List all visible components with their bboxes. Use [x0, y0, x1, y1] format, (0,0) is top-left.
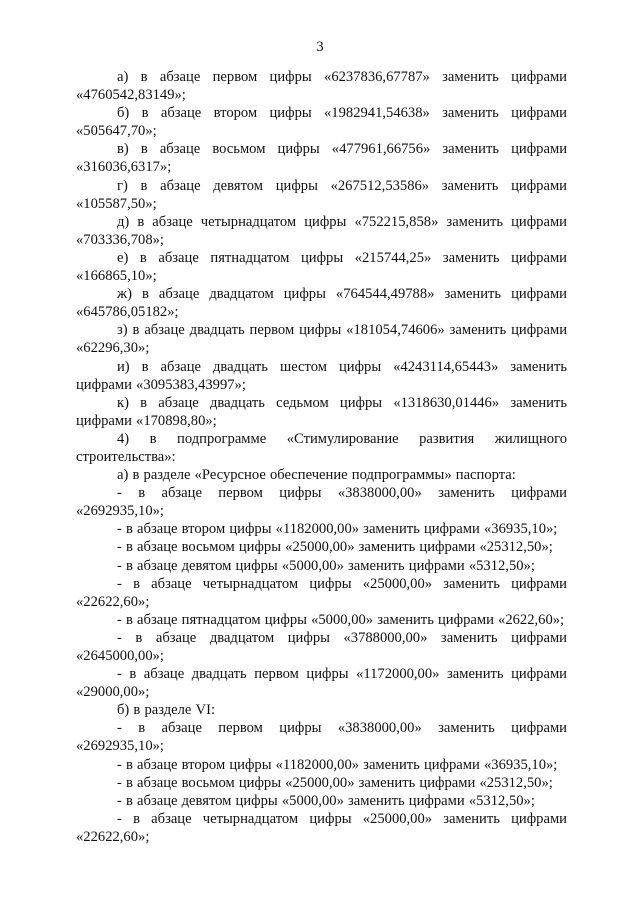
amendment-item: ж) в абзаце двадцатом цифры «764544,49788» заменить цифрами «645786,05182»; — [76, 286, 567, 321]
document-body — [76, 68, 567, 846]
amendment-item: - в абзаце восьмом цифры «25000,00» заменить цифрами «25312,50»; — [117, 539, 553, 556]
subsection-heading: а) в разделе «Ресурсное обеспечение подпрограммы» паспорта: — [117, 467, 516, 484]
amendment-item: в) в абзаце восьмом цифры «477961,66756» заменить цифрами «316036,6317»; — [76, 141, 567, 176]
amendment-item: - в абзаце пятнадцатом цифры «5000,00» заменить цифрами «2622,60»; — [117, 611, 565, 628]
amendment-item: б) в абзаце втором цифры «1982941,54638» заменить цифрами «505647,70»; — [76, 105, 567, 140]
amendment-item: - в абзаце четырнадцатом цифры «25000,00» заменить цифрами «22622,60»; — [76, 810, 567, 845]
amendment-item: - в абзаце первом цифры «3838000,00» заменить цифрами «2692935,10»; — [76, 720, 567, 755]
amendment-item: з) в абзаце двадцать первом цифры «181054,74606» заменить цифрами «62296,30»; — [76, 322, 567, 357]
amendment-item: - в абзаце девятом цифры «5000,00» заменить цифрами «5312,50»; — [117, 557, 535, 574]
amendment-item: а) в абзаце первом цифры «6237836,67787» заменить цифрами «4760542,83149»; — [76, 69, 567, 104]
amendment-item: - в абзаце двадцать первом цифры «1172000,00» заменить цифрами «29000,00»; — [76, 666, 567, 701]
amendment-item: - в абзаце девятом цифры «5000,00» заменить цифрами «5312,50»; — [117, 792, 535, 809]
subsection-heading: б) в разделе VI: — [117, 702, 216, 719]
amendment-item: г) в абзаце девятом цифры «267512,53586» заменить цифрами «105587,50»; — [76, 177, 567, 212]
amendment-item: - в абзаце восьмом цифры «25000,00» заменить цифрами «25312,50»; — [117, 774, 553, 791]
page-number: 3 — [316, 39, 324, 55]
amendment-item: д) в абзаце четырнадцатом цифры «752215,858» заменить цифрами «703336,708»; — [76, 213, 567, 248]
section-heading: 4) в подпрограмме «Стимулирование развития жилищного строительства»: — [76, 430, 567, 465]
amendment-item: - в абзаце двадцатом цифры «3788000,00» заменить цифрами «2645000,00»; — [76, 629, 567, 664]
amendment-item: - в абзаце четырнадцатом цифры «25000,00» заменить цифрами «22622,60»; — [76, 575, 567, 610]
amendment-item: - в абзаце втором цифры «1182000,00» заменить цифрами «36935,10»; — [117, 521, 558, 538]
amendment-item: - в абзаце первом цифры «3838000,00» заменить цифрами «2692935,10»; — [76, 485, 567, 520]
amendment-item: е) в абзаце пятнадцатом цифры «215744,25» заменить цифрами «166865,10»; — [76, 249, 567, 285]
amendment-item: к) в абзаце двадцать седьмом цифры «1318630,01446» заменить цифрами «170898,80»; — [76, 394, 567, 429]
amendment-item: и) в абзаце двадцать шестом цифры «4243114,65443» заменить цифрами «3095383,43997»; — [76, 358, 567, 393]
amendment-item: - в абзаце втором цифры «1182000,00» заменить цифрами «36935,10»; — [117, 756, 558, 773]
